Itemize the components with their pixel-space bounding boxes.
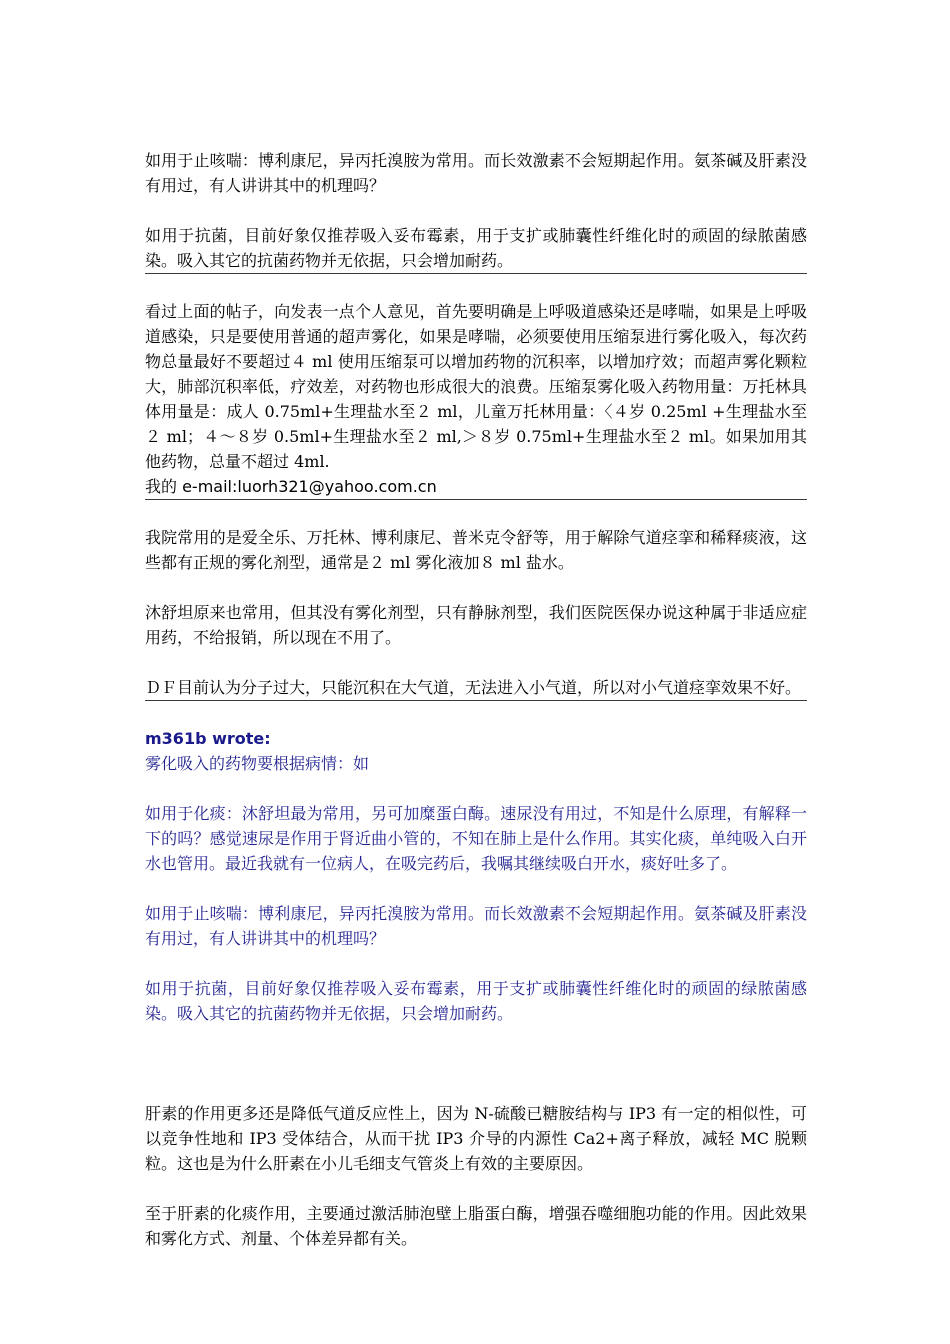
post4-paragraph-phlegm: 至于肝素的化痰作用，主要通过激活肺泡壁上脂蛋白酶，增强吞噬细胞功能的作用。因此效果和雾化方式、剂量、个体差异都有关。 bbox=[145, 1204, 807, 1248]
spacer bbox=[145, 876, 807, 901]
quote-paragraph-antibacterial: 如用于抗菌，目前好象仅推荐吸入妥布霉素，用于支扩或肺囊性纤维化时的顽固的绿脓菌感染。吸入其它的抗菌药物并无依据，只会增加耐药。 bbox=[145, 979, 807, 1023]
post3-paragraph-ambroxol: 沐舒坦原来也常用，但其没有雾化剂型，只有静脉剂型，我们医院医保办说这种属于非适应症用药，不给报销，所以现在不用了。 bbox=[145, 603, 807, 647]
spacer bbox=[145, 776, 807, 801]
post1-paragraph-cough: 如用于止咳喘：博利康尼，异丙托溴胺为常用。而长效激素不会短期起作用。氨茶碱及肝素没有用过，有人讲讲其中的机理吗？ bbox=[145, 151, 807, 195]
post4-paragraph-heparin: 肝素的作用更多还是降低气道反应性上，因为 N-硫酸已糖胺结构与 IP3 有一定的相似性，可以竞争性地和 IP3 受体结合，从而干扰 IP3 介导的内源性 Ca2+离子释放，减轻 MC 脱颗粒。这也是为什么肝素在小儿毛细支气管炎上有效的主要原因。 bbox=[145, 1104, 807, 1173]
post2-email: 我的 e-mail:luorh321@yahoo.com.cn bbox=[145, 477, 437, 496]
spacer bbox=[145, 1076, 807, 1101]
spacer bbox=[145, 1176, 807, 1201]
post3-paragraph-df: ＤＦ目前认为分子过大，只能沉积在大气道，无法进入小气道，所以对小气道痉挛效果不好。 bbox=[145, 678, 802, 697]
spacer bbox=[145, 650, 807, 675]
post1-paragraph-antibacterial: 如用于抗菌，目前好象仅推荐吸入妥布霉素，用于支扩或肺囊性纤维化时的顽固的绿脓菌感染。吸入其它的抗菌药物并无依据，只会增加耐药。 bbox=[145, 226, 807, 270]
quote-author: m361b wrote: bbox=[145, 729, 271, 748]
spacer bbox=[145, 1051, 807, 1076]
spacer bbox=[145, 951, 807, 976]
spacer bbox=[145, 500, 807, 525]
post3-paragraph-common-drugs: 我院常用的是爱全乐、万托林、博利康尼、普米克令舒等，用于解除气道痉挛和稀释痰液，这些都有正规的雾化剂型，通常是２ ml 雾化液加８ ml 盐水。 bbox=[145, 528, 807, 572]
spacer bbox=[145, 198, 807, 223]
quote-paragraph-phlegm: 如用于化痰：沐舒坦最为常用，另可加糜蛋白酶。速尿没有用过，不知是什么原理，有解释一下的吗？感觉速尿是作用于肾近曲小管的，不知在肺上是什么作用。其实化痰，单纯吸入白开水也管用。最近我就有一位病人，在吸完药后，我嘱其继续吸白开水，痰好吐多了。 bbox=[145, 804, 807, 873]
forum-thread bbox=[145, 148, 807, 1251]
quote-paragraph-intro: 雾化吸入的药物要根据病情：如 bbox=[145, 754, 370, 773]
quote-paragraph-cough: 如用于止咳喘：博利康尼，异丙托溴胺为常用。而长效激素不会短期起作用。氨茶碱及肝素没有用过，有人讲讲其中的机理吗？ bbox=[145, 904, 807, 948]
spacer bbox=[145, 575, 807, 600]
spacer bbox=[145, 701, 807, 726]
spacer bbox=[145, 274, 807, 299]
post2-paragraph: 看过上面的帖子，向发表一点个人意见，首先要明确是上呼吸道感染还是哮喘，如果是上呼吸道感染，只是要使用普通的超声雾化，如果是哮喘，必须要使用压缩泵进行雾化吸入，每次药物总量最好不要超过４ ml 使用压缩泵可以增加药物的沉积率，以增加疗效；而超声雾化颗粒大，肺部沉积率低，疗效差，对药物也形成很大的浪费。压缩泵雾化吸入药物用量：万托林具体用量是：成人 0.75ml+生理盐水至２ ml，儿童万托林用量：〈４岁 0.25ml +生理盐水至２ ml；４～８岁 0.5ml+生理盐水至２ ml,＞８岁 0.75ml+生理盐水至２ ml。如果加用其他药物，总量不超过 4ml. bbox=[145, 302, 807, 471]
spacer bbox=[145, 1026, 807, 1051]
